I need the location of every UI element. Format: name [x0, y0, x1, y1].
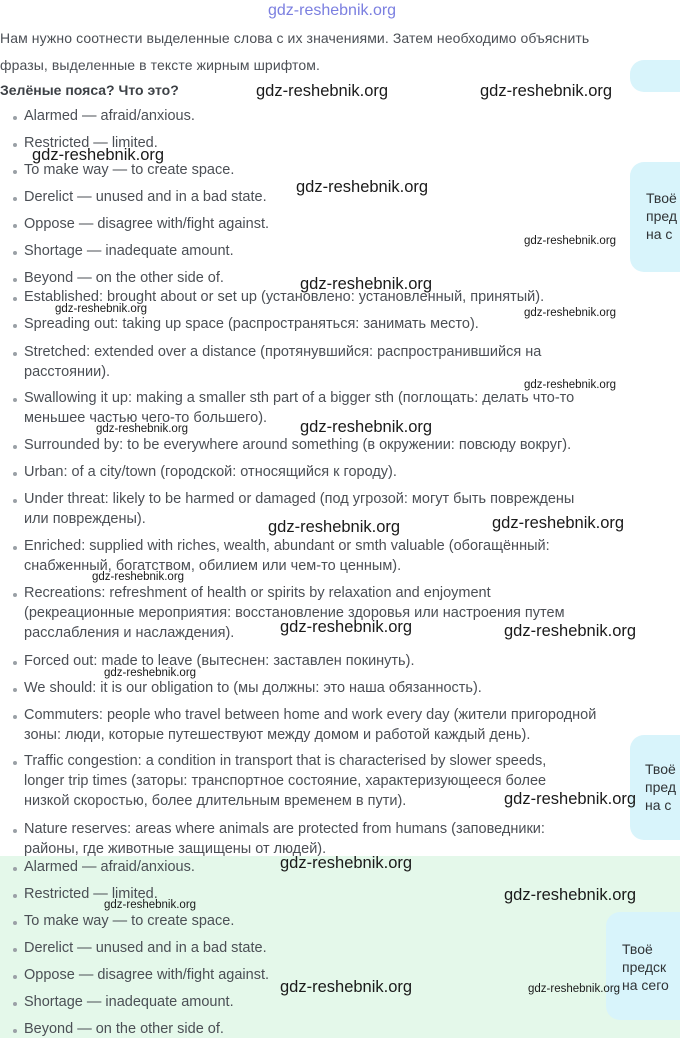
bullet-dot [13, 546, 17, 550]
list-item: Shortage — inadequate amount. [24, 243, 234, 259]
list-item: Derelict — unused and in a bad state. [24, 189, 267, 205]
promo-chip-text: Твоё [622, 941, 653, 957]
intro-line-2: фразы, выделенные в тексте жирным шрифтом. [0, 57, 321, 73]
watermark: gdz-reshebnik.org [524, 379, 617, 391]
list-item: Established: brought about or set up (установлено: установленный, принятый). [24, 289, 545, 305]
watermark: gdz-reshebnik.org [268, 518, 401, 536]
bullet-dot [13, 143, 17, 147]
promo-chip-text: Твоё [645, 761, 676, 777]
list-item: Restricted — limited. [24, 886, 158, 902]
bullet-dot [13, 688, 17, 692]
list-item: Recreations: refreshment of health or spirits by relaxation and enjoyment (рекреационные мероприятия: восстановление здоровья или настроения путем расслабления и наслаждения). [24, 585, 565, 641]
list-item: Oppose — disagree with/fight against. [24, 967, 270, 983]
list-item: Alarmed — afraid/anxious. [24, 108, 195, 124]
bullet-dot [13, 867, 17, 871]
list-item: We should: it is our obligation to (мы должны: это наша обязанность). [24, 680, 482, 696]
watermark: gdz-reshebnik.org [480, 82, 613, 100]
watermark: gdz-reshebnik.org [504, 790, 637, 808]
list-item: Enriched: supplied with riches, wealth, abundant or smth valuable (обогащённый: снабженный, богатством, обилием или чем-то ценным). [24, 538, 550, 574]
watermark: gdz-reshebnik.org [528, 983, 621, 995]
list-item: Beyond — on the other side of. [24, 1021, 224, 1037]
list-item: To make way — to create space. [24, 913, 235, 929]
watermark: gdz-reshebnik.org [32, 146, 165, 164]
bullet-dot [13, 715, 17, 719]
promo-chip-text: предск [622, 959, 667, 975]
bullet-dot [13, 224, 17, 228]
bullet-dot [13, 398, 17, 402]
list-item: Stretched: extended over a distance (протянувшийся: распространившийся на расстоянии). [24, 344, 542, 380]
promo-chip-text: на с [645, 797, 672, 813]
bullet-dot [13, 921, 17, 925]
promo-chip-text: пред [645, 779, 677, 795]
watermark: gdz-reshebnik.org [104, 667, 197, 679]
bullet-dot [13, 829, 17, 833]
bullet-dot [13, 324, 17, 328]
bullet-dot [13, 661, 17, 665]
bullet-dot [13, 472, 17, 476]
bullet-dot [13, 352, 17, 356]
list-item: Alarmed — afraid/anxious. [24, 859, 195, 875]
list-item: Derelict — unused and in a bad state. [24, 940, 267, 956]
watermark: gdz-reshebnik.org [492, 514, 625, 532]
promo-chip-text: Твоё [646, 190, 677, 206]
watermark: gdz-reshebnik.org [524, 235, 617, 247]
promo-chip-top[interactable] [630, 60, 680, 92]
watermark: gdz-reshebnik.org [504, 886, 637, 904]
bullet-dot [13, 948, 17, 952]
promo-chip-text: на сего [622, 977, 669, 993]
bullet-dot [13, 445, 17, 449]
list-item: Spreading out: taking up space (распространяться: занимать место). [24, 316, 479, 332]
watermark: gdz-reshebnik.org [280, 618, 413, 636]
bullet-dot [13, 1029, 17, 1033]
list-item: Traffic congestion: a condition in transport that is characterised by slower speeds, longer trip times (заторы: транспортное состояние, характеризующееся более низкой скоростью, более длительным временем в пути). [24, 753, 547, 809]
bullet-dot [13, 251, 17, 255]
bullet-dot [13, 975, 17, 979]
list-item: Urban: of a city/town (городской: относящийся к городу). [24, 464, 397, 480]
section-heading: Зелёные пояса? Что это? [0, 82, 179, 98]
bullet-dot [13, 197, 17, 201]
intro-line-1: Нам нужно соотнести выделенные слова с их значениями. Затем необходимо объяснить [0, 30, 590, 46]
list-item: Commuters: people who travel between home and work every day (жители пригородной зоны: люди, которые путешествуют между домом и работой каждый день). [24, 707, 597, 743]
site-header-link[interactable]: gdz-reshebnik.org [268, 2, 397, 19]
list-item: Restricted — limited. [24, 135, 158, 151]
bullet-dot [13, 116, 17, 120]
watermark: gdz-reshebnik.org [504, 622, 637, 640]
list-item: Under threat: likely to be harmed or damaged (под угрозой: могут быть повреждены или повреждены). [24, 491, 575, 527]
watermark: gdz-reshebnik.org [96, 423, 189, 435]
watermark: gdz-reshebnik.org [524, 307, 617, 319]
list-item: Oppose — disagree with/fight against. [24, 216, 270, 232]
bullet-dot [13, 1002, 17, 1006]
bullet-dot [13, 761, 17, 765]
list-item: Swallowing it up: making a smaller sth part of a bigger sth (поглощать: делать что-то меньшее частью чего-то большего). [24, 390, 575, 426]
bullet-dot [13, 593, 17, 597]
watermark: gdz-reshebnik.org [104, 899, 197, 911]
watermark: gdz-reshebnik.org [280, 978, 413, 996]
list-item: To make way — to create space. [24, 162, 235, 178]
watermark: gdz-reshebnik.org [300, 418, 433, 436]
watermark: gdz-reshebnik.org [280, 854, 413, 872]
promo-chip-text: на с [646, 226, 673, 242]
list-item: Shortage — inadequate amount. [24, 994, 234, 1010]
bullet-dot [13, 894, 17, 898]
watermark: gdz-reshebnik.org [296, 178, 429, 196]
promo-chip-text: пред [646, 208, 678, 224]
list-item: Forced out: made to leave (вытеснен: заставлен покинуть). [24, 653, 415, 669]
list-item: Nature reserves: areas where animals are protected from humans (заповедники: районы, где животные защищены от людей). [24, 821, 545, 857]
watermark: gdz-reshebnik.org [92, 571, 185, 583]
watermark: gdz-reshebnik.org [55, 303, 148, 315]
list-item: Beyond — on the other side of. [24, 270, 224, 286]
list-item: Surrounded by: to be everywhere around something (в окружении: повсюду вокруг). [24, 437, 572, 453]
watermark: gdz-reshebnik.org [256, 82, 389, 100]
bullet-dot [13, 278, 17, 282]
bullet-dot [13, 499, 17, 503]
bullet-dot [13, 297, 17, 301]
bullet-dot [13, 170, 17, 174]
watermark: gdz-reshebnik.org [300, 275, 433, 293]
